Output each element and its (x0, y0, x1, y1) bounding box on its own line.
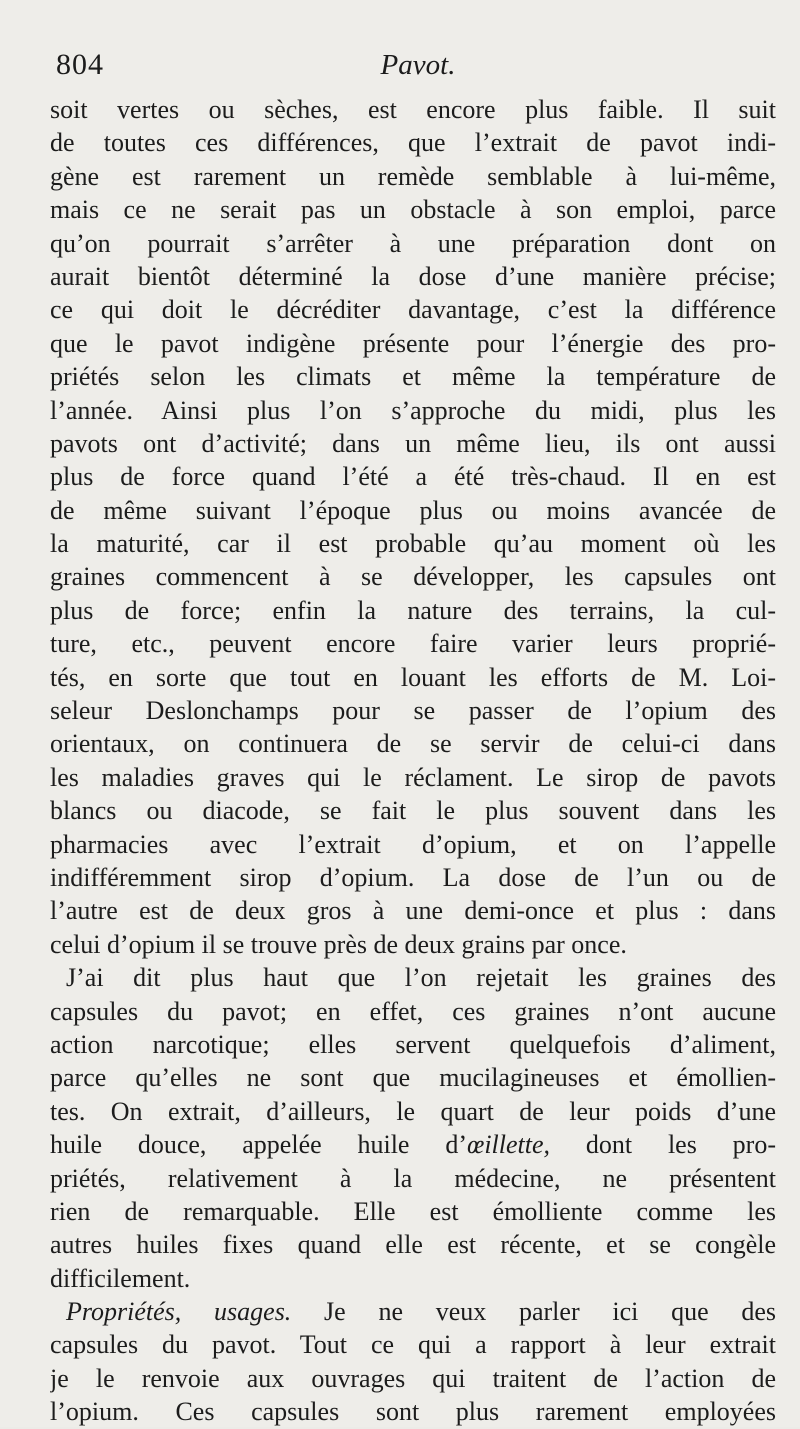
line-text: plus de force quand l’été a été très-chaud. Il en est (50, 462, 776, 492)
text-line (50, 1295, 776, 1328)
line-text: plus de force; enfin la nature des terrains, la cul- (50, 595, 776, 625)
text-line (50, 1162, 776, 1195)
text-line (50, 193, 776, 226)
line-text: aurait bientôt déterminé la dose d’une manière précise; (50, 261, 776, 291)
line-text: tés, en sorte que tout en louant les efforts de M. Loi- (50, 662, 776, 692)
line-text: qu’on pourrait s’arrêter à une préparation dont on (50, 228, 776, 258)
text-line (50, 1061, 776, 1094)
text-line (50, 995, 776, 1028)
running-title: Pavot. (380, 49, 456, 81)
line-text: l’année. Ainsi plus l’on s’approche du midi, plus les (50, 395, 776, 425)
text-line (50, 1362, 776, 1395)
line-text: priétés selon les climats et même la température de (50, 362, 776, 392)
line-text: Je ne veux parler ici que des (291, 1297, 776, 1327)
text-line (50, 93, 776, 126)
text-line (50, 1095, 776, 1128)
text-line (50, 527, 776, 560)
text-line (50, 460, 776, 493)
line-text: autres huiles fixes quand elle est récente, et se congèle (50, 1230, 776, 1260)
text-line (50, 160, 776, 193)
line-text: je le renvoie aux ouvrages qui traitent de l’action de (50, 1363, 776, 1393)
line-text: action narcotique; elles servent quelquefois d’aliment, (50, 1029, 776, 1059)
line-text: soit vertes ou sèches, est encore plus faible. Il suit (50, 95, 776, 124)
text-line (50, 727, 776, 760)
body-text (50, 93, 776, 1429)
text-line (50, 260, 776, 293)
line-text: tes. On extrait, d’ailleurs, le quart de leur poids d’une (50, 1096, 776, 1126)
text-line (50, 961, 776, 994)
line-text: graines commencent à se développer, les capsules ont (50, 562, 776, 592)
text-line (50, 427, 776, 460)
italic-text: Propriétés, usages. (66, 1297, 292, 1327)
line-text: de toutes ces différences, que l’extrait de pavot indi- (50, 128, 776, 158)
line-text: pavots ont d’activité; dans un même lieu, ils ont aussi (50, 428, 776, 458)
text-line (50, 828, 776, 861)
text-line (50, 861, 776, 894)
line-text: celui d’opium il se trouve près de deux grains par once. (50, 929, 627, 959)
text-line (50, 627, 776, 660)
line-text: blancs ou diacode, se fait le plus souvent dans les (50, 796, 776, 826)
line-text: indifféremment sirop d’opium. La dose de l’un ou de (50, 862, 776, 892)
line-text: parce qu’elles ne sont que mucilagineuses et émollien- (50, 1063, 776, 1093)
line-text: priétés, relativement à la médecine, ne présentent (50, 1163, 776, 1193)
text-line (50, 1328, 776, 1361)
text-line (50, 1262, 776, 1295)
line-text: la maturité, car il est probable qu’au moment où les (50, 529, 776, 559)
text-line (50, 1228, 776, 1261)
line-text: dont les pro- (550, 1130, 776, 1160)
text-line (50, 1195, 776, 1228)
text-line (50, 1395, 776, 1428)
line-text: huile douce, appelée huile d’ (50, 1130, 467, 1160)
line-text: pharmacies avec l’extrait d’opium, et on l’appelle (50, 829, 776, 859)
line-text: gène est rarement un remède semblable à lui-même, (50, 161, 776, 191)
line-text: capsules du pavot. Tout ce qui a rapport à leur extrait (50, 1330, 776, 1360)
line-text: orientaux, on continuera de se servir de celui-ci dans (50, 729, 776, 759)
line-text: seleur Deslonchamps pour se passer de l’opium des (50, 696, 776, 726)
text-line (50, 360, 776, 393)
page-number: 804 (56, 48, 104, 81)
line-text: l’opium. Ces capsules sont plus rarement employées (50, 1397, 776, 1427)
text-line (50, 928, 776, 961)
text-line (50, 293, 776, 326)
line-text: les maladies graves qui le réclament. Le sirop de pavots (50, 762, 776, 792)
text-line (50, 560, 776, 593)
line-text: J’ai dit plus haut que l’on rejetait les graines des (66, 963, 776, 993)
text-line (50, 761, 776, 794)
line-text: difficilement. (50, 1263, 191, 1293)
text-line (50, 126, 776, 159)
line-text: mais ce ne serait pas un obstacle à son emploi, parce (50, 195, 776, 225)
text-line (50, 694, 776, 727)
line-text: de même suivant l’époque plus ou moins avancée de (50, 495, 776, 525)
line-text: ce qui doit le décréditer davantage, c’est la différence (50, 295, 776, 325)
text-line (50, 327, 776, 360)
text-line (50, 227, 776, 260)
text-line (50, 494, 776, 527)
text-line (50, 394, 776, 427)
running-head (50, 40, 776, 90)
line-text: ture, etc., peuvent encore faire varier leurs proprié- (50, 629, 776, 659)
text-line (50, 894, 776, 927)
text-line (50, 661, 776, 694)
line-text: que le pavot indigène présente pour l’énergie des pro- (50, 328, 776, 358)
text-line (50, 594, 776, 627)
text-line (50, 1028, 776, 1061)
line-text: l’autre est de deux gros à une demi-once et plus : dans (50, 896, 776, 926)
line-text: rien de remarquable. Elle est émolliente comme les (50, 1196, 776, 1226)
text-line (50, 794, 776, 827)
italic-text: œillette, (466, 1130, 551, 1160)
text-line (50, 1128, 776, 1161)
line-text: capsules du pavot; en effet, ces graines n’ont aucune (50, 996, 776, 1026)
